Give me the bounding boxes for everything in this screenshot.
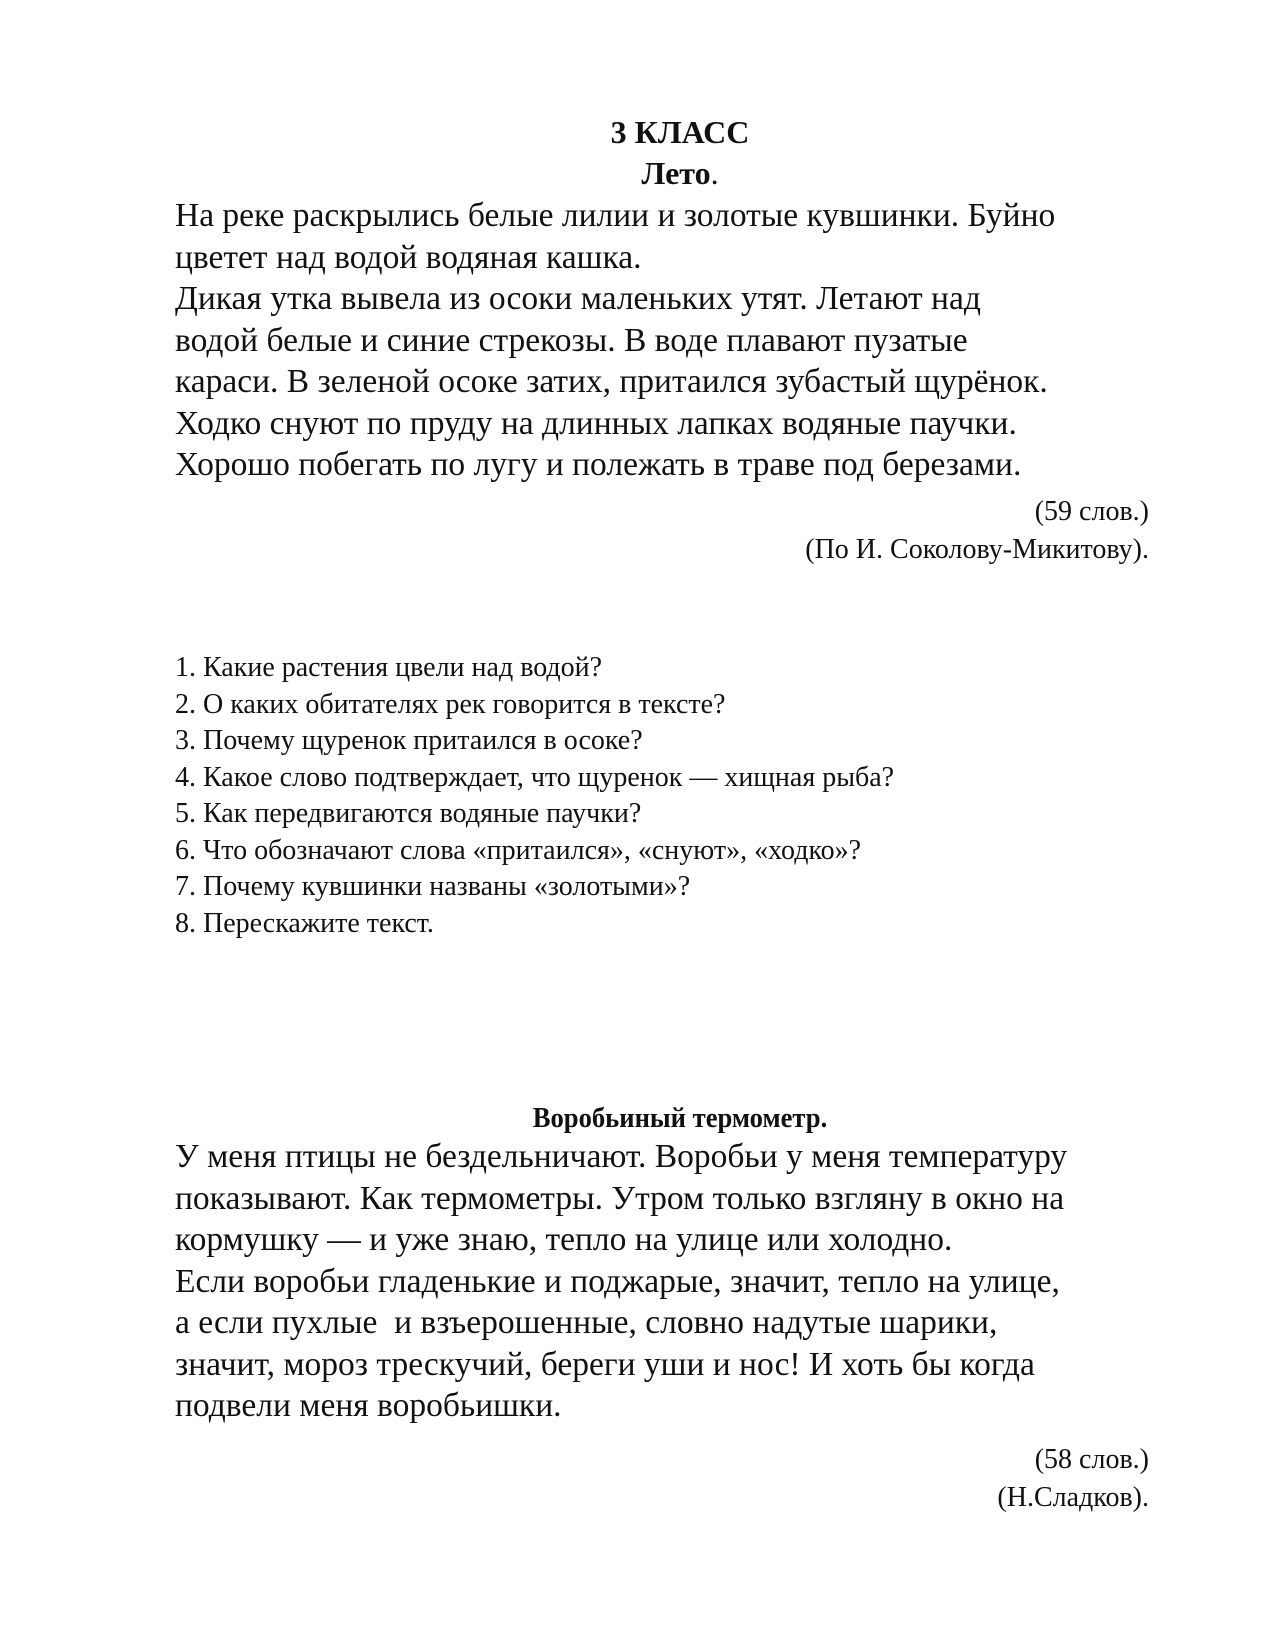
question-item: 8. Перескажите текст. <box>175 907 434 939</box>
story1-title <box>0 155 1275 192</box>
question-item: 2. О каких обитателях рек говорится в тексте? <box>175 688 726 720</box>
story1-title-text: Лето <box>641 155 711 191</box>
questions-list <box>175 650 894 942</box>
story2-text <box>175 1136 1067 1427</box>
story1-meta <box>805 493 1149 569</box>
story2-line: кормушку — и уже знаю, тепло на улице или холодно. <box>175 1221 953 1258</box>
story1-line: караси. В зеленой осоке затих, притаился зубастый щурёнок. <box>175 363 1048 400</box>
story1-author: (По И. Соколову-Микитову). <box>805 534 1149 565</box>
question-item: 1. Какие растения цвели над водой? <box>175 652 603 683</box>
story2-line: показывают. Как термометры. Утром только взгляну в окно на <box>175 1179 1065 1217</box>
question-item: 7. Почему кувшинки названы «золотыми»? <box>175 871 691 902</box>
story1-line: Дикая утка вывела из осоки маленьких утят. Летают над <box>175 280 981 317</box>
story1-word-count: (59 слов.) <box>1034 496 1149 527</box>
story2-title-text: Воробьиный термометр. <box>532 1103 828 1134</box>
question-item: 5. Как передвигаются водяные паучки? <box>175 798 642 829</box>
story1-title-period: . <box>710 155 719 191</box>
story1-line: Хорошо побегать по лугу и полежать в траве под березами. <box>175 446 1022 483</box>
story1-text <box>175 195 1055 486</box>
story2-line: значит, мороз трескучий, береги уши и нос! И хоть бы когда <box>175 1345 1035 1383</box>
story2-line: а если пухлые и взъерошенные, словно надутые шарики, <box>175 1304 998 1341</box>
story2-line: У меня птицы не бездельничают. Воробьи у меня температуру <box>175 1138 1068 1175</box>
story1-line: На реке раскрылись белые лилии и золотые кувшинки. Буйно <box>175 197 1056 234</box>
story2-line: подвели меня воробьишки. <box>175 1387 562 1424</box>
class-title <box>0 114 1275 151</box>
question-item: 3. Почему щуренок притаился в осоке? <box>175 725 643 756</box>
story2-author: (Н.Сладков). <box>997 1482 1149 1513</box>
story1-line: водой белые и синие стрекозы. В воде плавают пузатые <box>175 321 968 359</box>
question-item: 4. Какое слово подтверждает, что щуренок — хищная рыба? <box>175 761 895 793</box>
story2-title <box>0 1103 1275 1135</box>
question-item: 6. Что обозначают слова «притаился», «снуют», «ходко»? <box>175 834 862 866</box>
story1-line: Ходко снуют по пруду на длинных лапках водяные паучки. <box>175 404 1017 442</box>
story2-line: Если воробьи гладенькие и поджарые, значит, тепло на улице, <box>175 1262 1060 1300</box>
story2-meta <box>997 1441 1149 1517</box>
story2-word-count: (58 слов.) <box>1034 1444 1149 1475</box>
story1-line: цветет над водой водяная кашка. <box>175 238 642 276</box>
class-title-text: 3 КЛАСС <box>610 114 750 150</box>
